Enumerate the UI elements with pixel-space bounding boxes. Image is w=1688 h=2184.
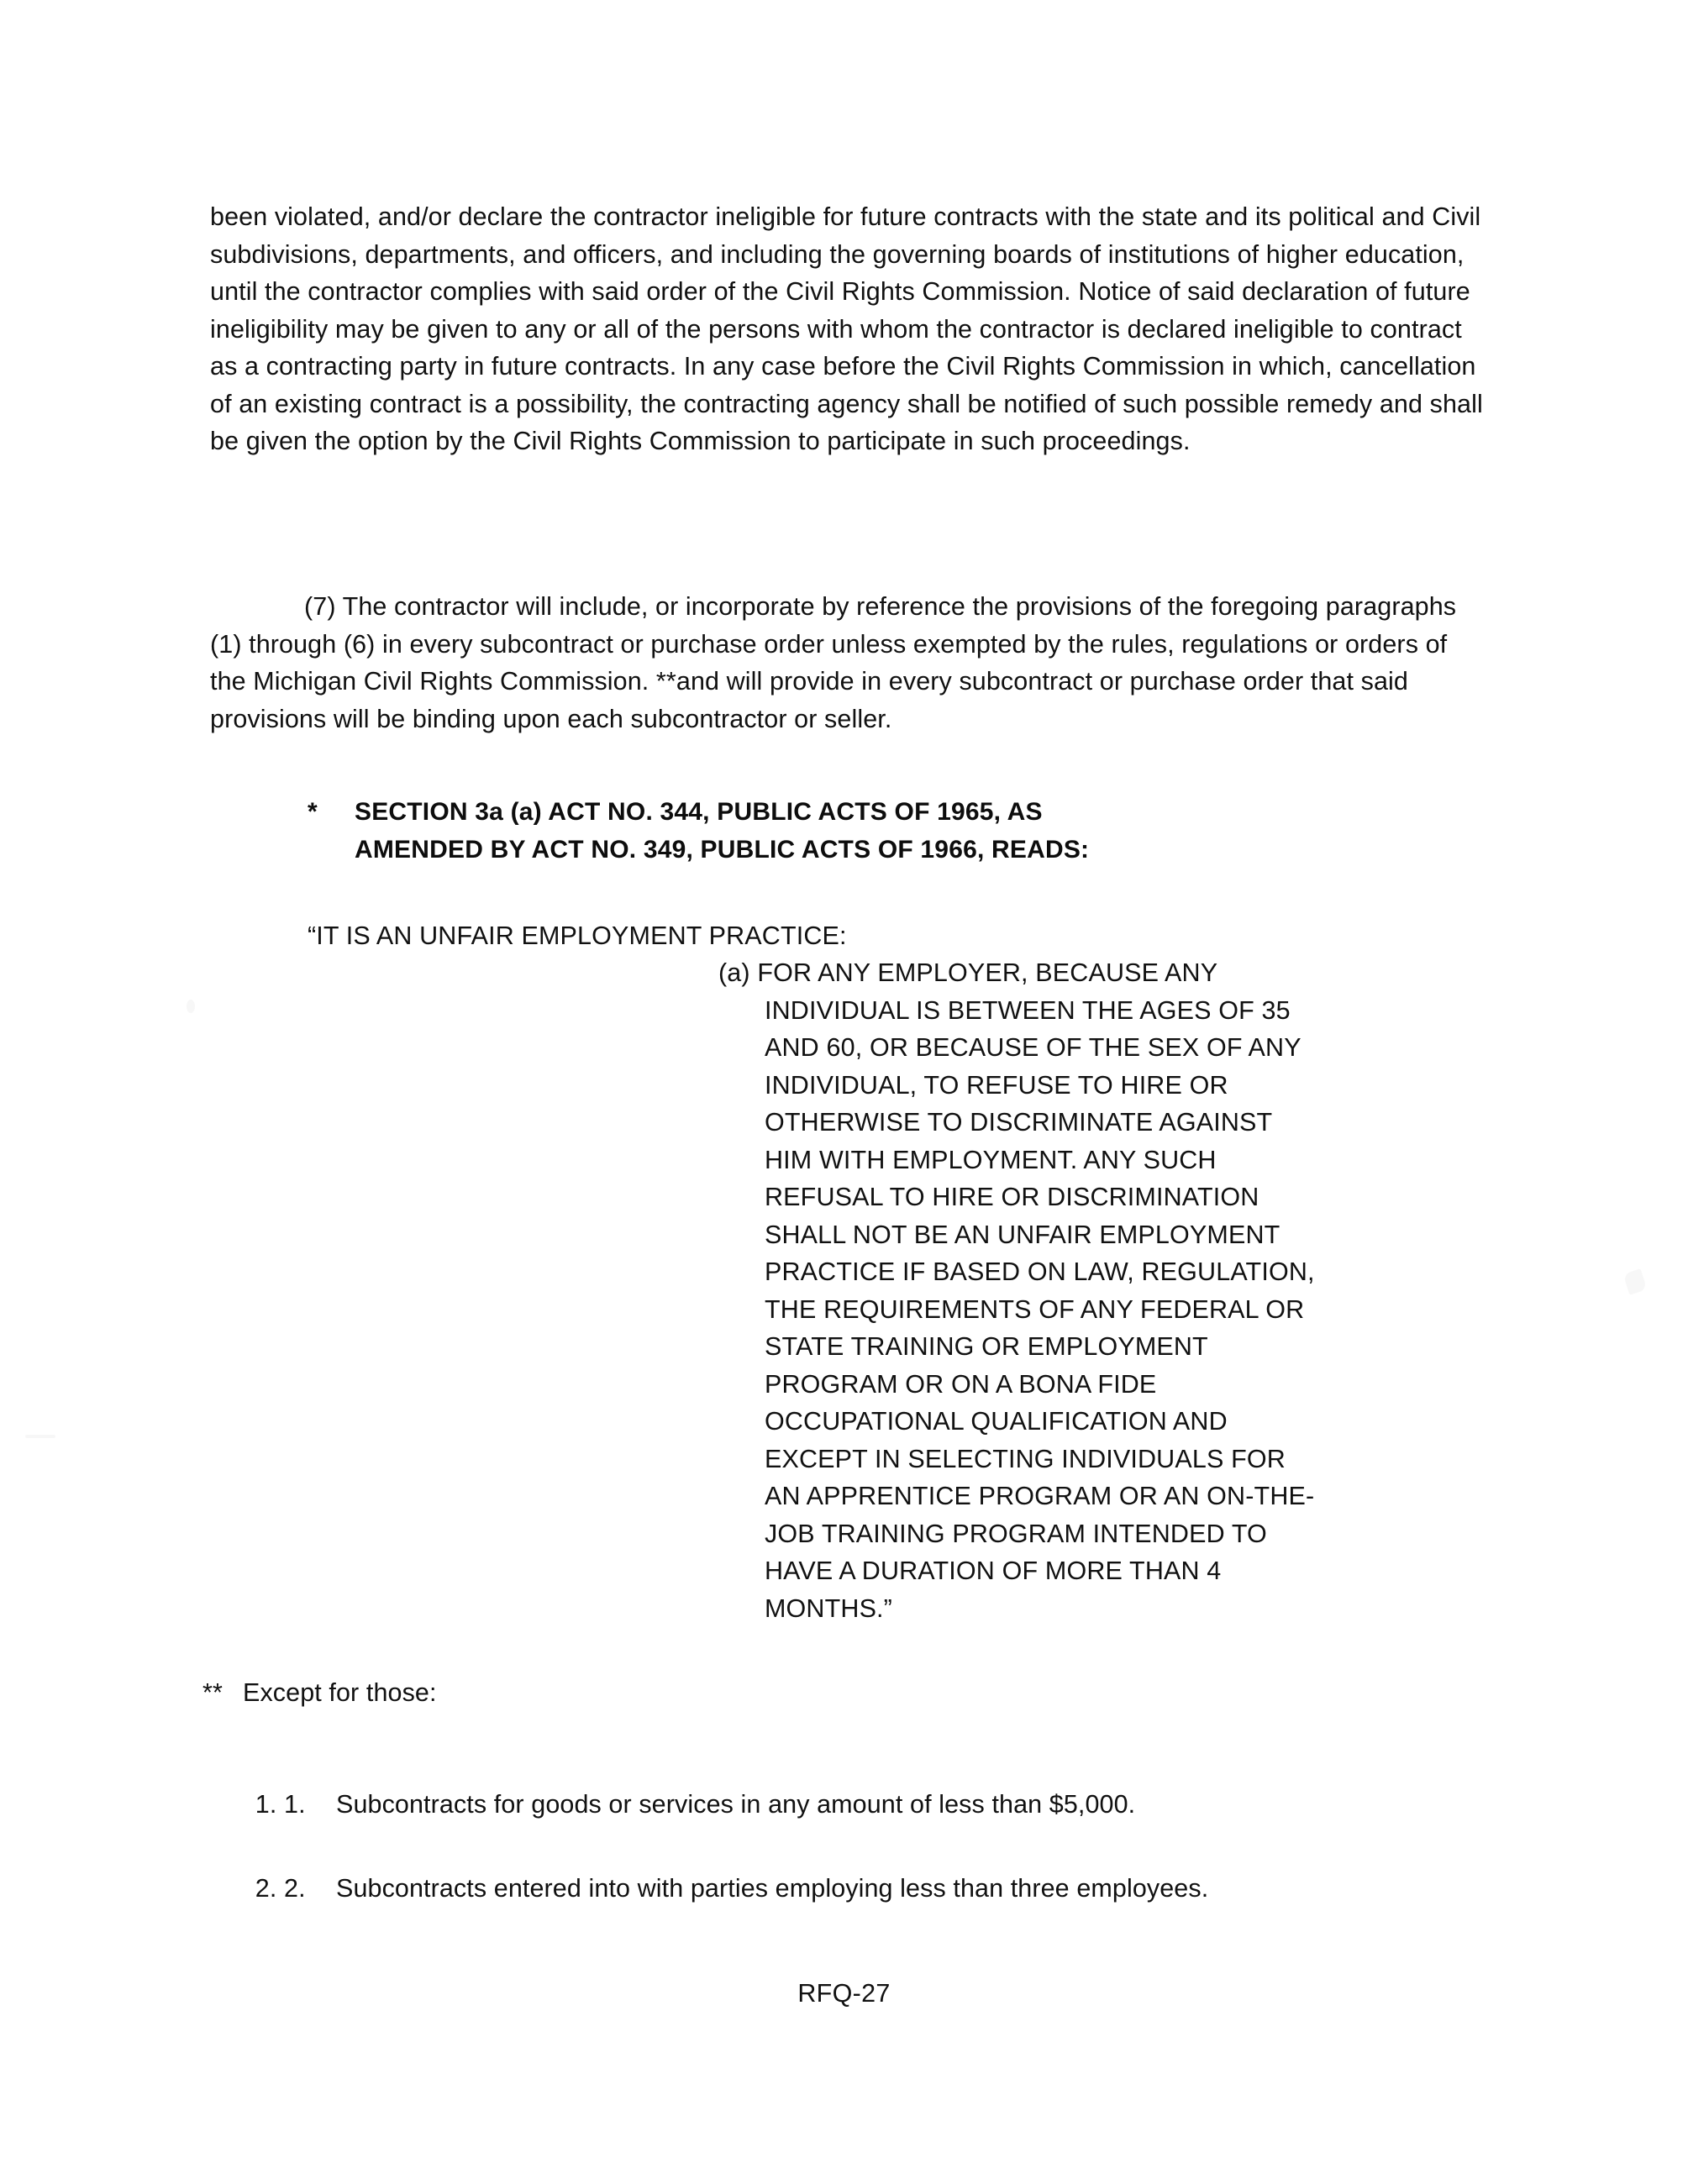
list-item-text: Subcontracts entered into with parties employing less than three employees. xyxy=(336,1873,1209,1903)
section-heading-line-1: SECTION 3a (a) ACT NO. 344, PUBLIC ACTS OF 1965, AS xyxy=(355,798,1043,826)
page-footer-label: RFQ-27 xyxy=(797,1979,891,2008)
section-heading-line-2: AMENDED BY ACT NO. 349, PUBLIC ACTS OF 1966, READS: xyxy=(355,836,1090,864)
quotation-opening-line: “IT IS AN UNFAIR EMPLOYMENT PRACTICE: xyxy=(308,921,847,950)
list-item xyxy=(284,1870,1519,1907)
list-item-number: 1. 1. xyxy=(284,1789,306,1819)
quotation-clause-a: (a) FOR ANY EMPLOYER, BECAUSE ANY INDIVIDUAL IS BETWEEN THE AGES OF 35 AND 60, OR BECAUSE OF THE SEX OF ANY INDIVIDUAL, TO REFUSE TO HIRE OR OTHERWISE TO DISCRIMINATE AGAINST HIM WITH EMPLOYMENT. ANY SUCH REFUSAL TO HIRE OR DISCRIMINATION SHALL NOT BE AN UNFAIR EMPLOYMENT PRACTICE IF BASED ON LAW, REGULATION, THE REQUIREMENTS OF ANY FEDERAL OR STATE TRAINING OR EMPLOYMENT PROGRAM OR ON A BONA FIDE OCCUPATIONAL QUALIFICATION AND EXCEPT IN SELECTING INDIVIDUALS FOR AN APPRENTICE PROGRAM OR AN ON-THE-JOB TRAINING PROGRAM INTENDED TO HAVE A DURATION OF MORE THAN 4 MONTHS.” xyxy=(718,958,1315,1623)
scan-artifact xyxy=(187,1000,195,1013)
scan-artifact xyxy=(1623,1268,1648,1295)
exceptions-marker: ** xyxy=(202,1678,223,1707)
list-item-text: Subcontracts for goods or services in any amount of less than $5,000. xyxy=(336,1789,1136,1819)
section-heading xyxy=(308,793,1484,869)
exceptions-heading xyxy=(202,1674,437,1711)
section-heading-marker: * xyxy=(308,798,318,826)
exceptions-list xyxy=(250,1786,1519,1907)
continued-paragraph: been violated, and/or declare the contractor ineligible for future contracts with the state and its political and Civil subdivisions, departments, and officers, and including the governing boards of institutions of higher education, until the contractor complies with said order of the Civil Rights Commission. Notice of said declaration of future ineligibility may be given to any or all of the persons with whom the contractor is declared ineligible to contract as a contracting party in future contracts. In any case before the Civil Rights Commission in which, cancellation of an existing contract is a possibility, the contracting agency shall be notified of such possible remedy and shall be given the option by the Civil Rights Commission to participate in such proceedings. xyxy=(210,202,1483,455)
exceptions-heading-text: Except for those: xyxy=(243,1678,437,1707)
list-item xyxy=(284,1786,1519,1823)
paragraph-7: (7) The contractor will include, or incorporate by reference the provisions of the foregoing paragraphs (1) through (6) in every subcontract or purchase order unless exempted by the rules, regulations or orders of the Michigan Civil Rights Commission. **and will provide in every subcontract or purchase order that said provisions will be binding upon each subcontractor or seller. xyxy=(210,592,1457,733)
list-item-number: 2. 2. xyxy=(284,1873,306,1903)
scan-artifact xyxy=(25,1435,55,1438)
